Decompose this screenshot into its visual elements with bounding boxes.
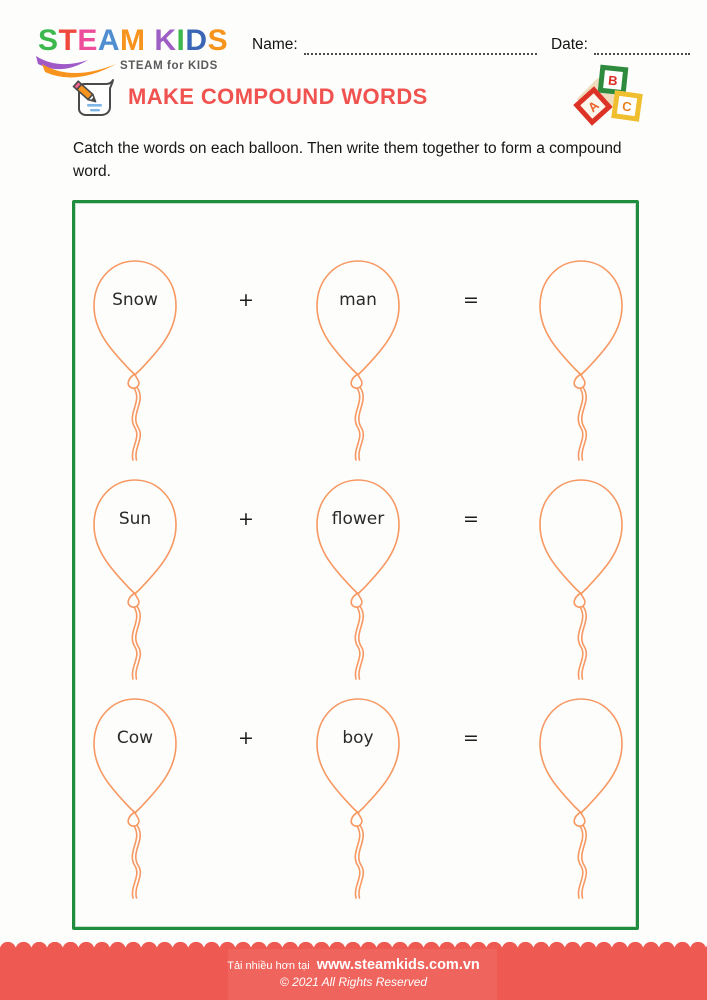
block-a: A [573,86,613,126]
equals-sign: = [463,508,479,530]
instructions-text: Catch the words on each balloon. Then write them together to form a compound word. [73,139,622,180]
footer-website-link[interactable]: www.steamkids.com.vn [316,957,480,973]
equals-sign: = [463,289,479,311]
name-label: Name: [252,36,298,53]
balloon-outline-icon [85,694,185,904]
logo-wordmark: STEAM KIDS [38,24,229,57]
date-write-line[interactable] [594,39,690,55]
balloon-outline-icon [531,256,631,466]
block-b: B [598,65,629,96]
balloon-word-label: Cow [116,728,154,748]
pencil-note-icon [72,76,118,118]
balloon-word-label: Snow [112,290,158,310]
abc-blocks-icon [575,64,651,134]
footer-download-prefix: Tải nhiều hơn tại [227,960,310,972]
balloon-word-2 [308,256,408,466]
balloon-word-1 [85,256,185,466]
plus-sign: + [238,289,254,311]
balloon-word-label: man [339,290,377,310]
plus-sign: + [238,727,254,749]
balloon-word-2 [308,694,408,904]
balloon-outline-icon [85,475,185,685]
balloon-outline-icon [531,694,631,904]
footer-download-line [0,957,707,973]
page-title: MAKE COMPOUND WORDS [128,84,428,109]
exercise-row-1 [75,256,636,466]
block-c: C [611,90,643,122]
balloon-answer[interactable] [531,475,631,685]
plus-sign: + [238,508,254,530]
exercise-frame [72,200,639,930]
balloon-outline-icon [308,256,408,466]
equals-sign: = [463,727,479,749]
logo-subtitle: STEAM for KIDS [120,60,218,72]
balloon-word-label: flower [331,509,385,529]
footer-banner [0,949,707,1000]
balloon-word-label: boy [342,728,374,748]
footer-copyright: © 2021 All Rights Reserved [279,975,428,989]
balloon-outline-icon [308,694,408,904]
date-label: Date: [550,36,588,53]
steam-kids-logo [38,24,248,72]
balloon-outline-icon [531,475,631,685]
balloon-outline-icon [308,475,408,685]
balloon-outline-icon [85,256,185,466]
balloon-answer[interactable] [531,694,631,904]
exercise-row-2 [75,475,636,685]
balloon-word-1 [85,475,185,685]
balloon-word-label: Sun [118,509,152,529]
title-row [72,76,428,118]
balloon-word-1 [85,694,185,904]
name-write-line[interactable] [304,39,537,55]
exercise-row-3 [75,694,636,904]
balloon-answer[interactable] [531,256,631,466]
balloon-word-2 [308,475,408,685]
name-date-row [252,36,690,55]
